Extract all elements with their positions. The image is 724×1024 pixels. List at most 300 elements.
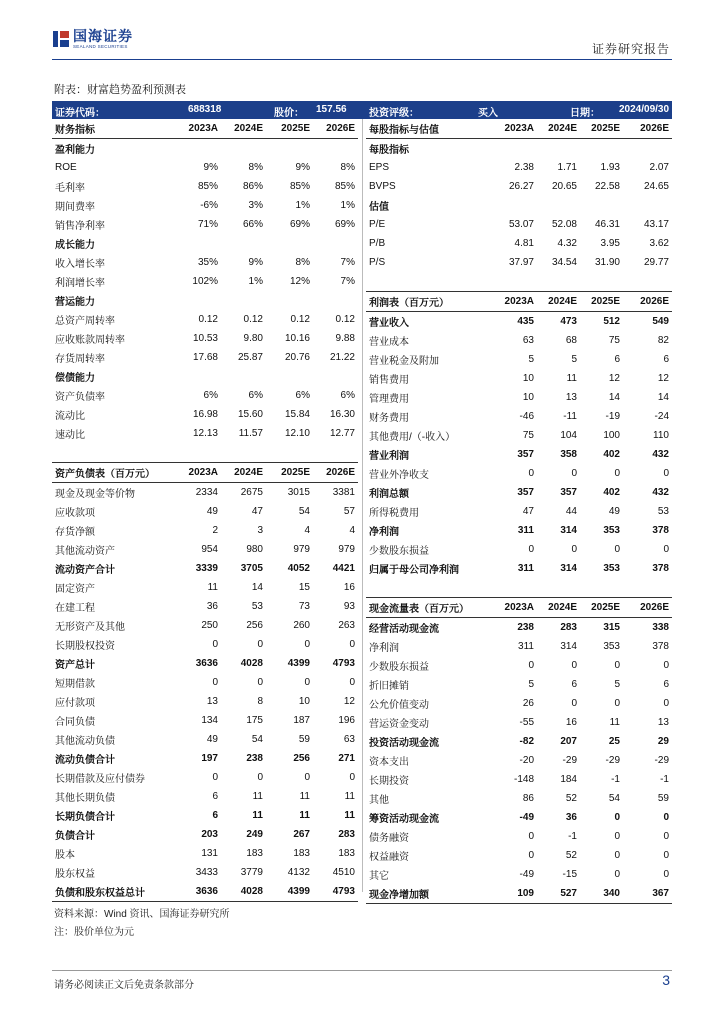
row-value: 26 xyxy=(522,698,534,709)
row-value: 184 xyxy=(560,774,577,785)
row-value: 6% xyxy=(295,390,310,401)
row-value: 11.57 xyxy=(238,428,263,439)
table-row xyxy=(52,730,358,749)
row-label: 财务费用 xyxy=(369,413,409,424)
row-label: 归属于母公司净利润 xyxy=(369,565,459,576)
row-label: 营运能力 xyxy=(55,297,95,308)
row-label: 流动比 xyxy=(55,411,85,422)
table-row xyxy=(52,119,358,139)
row-value: 8% xyxy=(295,257,310,268)
row-value: 3433 xyxy=(195,867,218,878)
row-value: 75 xyxy=(522,430,534,441)
row-label: P/S xyxy=(369,257,386,268)
page-number: 3 xyxy=(662,972,670,988)
row-value: 4399 xyxy=(287,886,310,897)
row-value: 357 xyxy=(517,449,534,460)
table-row xyxy=(52,521,358,540)
row-label: 毛利率 xyxy=(55,183,85,194)
row-value: 134 xyxy=(201,715,218,726)
row-label: 净利润 xyxy=(369,643,399,654)
row-label: BVPS xyxy=(369,181,396,192)
row-value: -29 xyxy=(562,755,577,766)
row-value: 54 xyxy=(251,734,263,745)
table-row xyxy=(52,635,358,654)
row-value: 0 xyxy=(528,831,534,842)
row-value: 2024E xyxy=(234,467,263,478)
row-label: 每股指标与估值 xyxy=(369,125,439,136)
row-value: 0 xyxy=(304,772,310,783)
row-label: 少数股东损益 xyxy=(369,546,429,557)
row-value: 49 xyxy=(206,506,218,517)
row-value: 353 xyxy=(603,563,620,574)
row-value: 0 xyxy=(614,850,620,861)
table-row xyxy=(366,865,672,884)
row-value: -29 xyxy=(605,755,620,766)
table-row xyxy=(366,694,672,713)
row-value: 11 xyxy=(252,810,263,821)
row-value: 4 xyxy=(349,525,355,536)
table-row xyxy=(52,768,358,787)
row-value: 0 xyxy=(571,660,577,671)
row-value: 6 xyxy=(663,354,669,365)
row-label: 偿债能力 xyxy=(55,373,95,384)
row-label: 长期投资 xyxy=(369,776,409,787)
row-value: -55 xyxy=(519,717,534,728)
row-value: 980 xyxy=(246,544,263,555)
row-value: 0 xyxy=(212,677,218,688)
row-value: 256 xyxy=(293,753,310,764)
table-row xyxy=(366,234,672,253)
row-value: 10 xyxy=(298,696,310,707)
row-value: 8 xyxy=(257,696,263,707)
row-value: 11 xyxy=(252,791,263,802)
row-value: 1% xyxy=(295,200,310,211)
company-logo xyxy=(53,29,133,50)
row-label: 无形资产及其他 xyxy=(55,622,125,633)
row-value: 979 xyxy=(293,544,310,555)
price-unit-note: 注：股价单位为元 xyxy=(54,927,134,938)
row-value: 36 xyxy=(565,812,577,823)
row-label: 其他 xyxy=(369,795,389,806)
row-value: 54 xyxy=(608,793,620,804)
row-value: 0 xyxy=(663,831,669,842)
row-value: 3779 xyxy=(240,867,263,878)
table-row xyxy=(52,424,358,443)
row-value: -29 xyxy=(654,755,669,766)
row-value: 16.30 xyxy=(329,409,355,420)
table-row xyxy=(366,331,672,350)
row-label: 资产负债率 xyxy=(55,392,105,403)
row-value: -46 xyxy=(519,411,534,422)
row-label: 固定资产 xyxy=(55,584,95,595)
table-row xyxy=(366,713,672,732)
header-divider xyxy=(52,59,672,60)
source-note: 资料来源：Wind 资讯、国海证券研究所 xyxy=(54,909,230,920)
table-row xyxy=(52,502,358,521)
row-value: 340 xyxy=(603,888,620,899)
row-value: 2026E xyxy=(640,602,669,613)
row-value: 196 xyxy=(338,715,355,726)
row-value: 0 xyxy=(663,660,669,671)
row-value: 357 xyxy=(517,487,534,498)
row-value: 5 xyxy=(528,679,534,690)
row-value: 100 xyxy=(603,430,620,441)
row-value: 0 xyxy=(304,639,310,650)
row-label: 筹资活动现金流 xyxy=(369,814,439,825)
row-value: -19 xyxy=(605,411,620,422)
row-value: 5 xyxy=(614,679,620,690)
row-value: 9% xyxy=(203,162,218,173)
row-value: 86 xyxy=(522,793,534,804)
row-value: 4399 xyxy=(287,658,310,669)
row-value: 53 xyxy=(657,506,669,517)
table-row xyxy=(366,196,672,215)
row-value: 15 xyxy=(298,582,310,593)
row-value: 2024E xyxy=(548,123,577,134)
row-value: 1% xyxy=(248,276,263,287)
row-value: 20.65 xyxy=(551,181,577,192)
row-value: 12.77 xyxy=(329,428,355,439)
table-row xyxy=(366,407,672,426)
table-row xyxy=(366,732,672,751)
row-value: 314 xyxy=(560,641,577,652)
price-label: 股价： xyxy=(274,108,304,119)
table-row xyxy=(366,369,672,388)
row-value: 0 xyxy=(528,544,534,555)
row-value: 46.31 xyxy=(594,219,620,230)
price-value: 157.56 xyxy=(316,104,347,115)
row-label: 营业成本 xyxy=(369,337,409,348)
row-value: -11 xyxy=(563,411,577,422)
row-value: 63 xyxy=(522,335,534,346)
table-row xyxy=(366,312,672,331)
row-value: 3% xyxy=(248,200,263,211)
table-row xyxy=(52,578,358,597)
table-row xyxy=(366,119,672,139)
row-value: 85% xyxy=(197,181,218,192)
row-value: 9% xyxy=(248,257,263,268)
row-value: 8% xyxy=(248,162,263,173)
row-value: 52 xyxy=(565,793,577,804)
row-value: 0 xyxy=(571,468,577,479)
row-value: 0 xyxy=(528,850,534,861)
row-value: 12% xyxy=(289,276,310,287)
row-value: 2023A xyxy=(188,467,218,478)
row-value: 256 xyxy=(246,620,263,631)
row-value: 15.84 xyxy=(284,409,310,420)
row-value: 183 xyxy=(338,848,355,859)
row-value: 5 xyxy=(571,354,577,365)
row-label: 管理费用 xyxy=(369,394,409,405)
row-value: -1 xyxy=(611,774,620,785)
row-value: 0 xyxy=(614,698,620,709)
row-value: 353 xyxy=(603,641,620,652)
row-label: 其他流动资产 xyxy=(55,546,115,557)
row-value: 2024E xyxy=(548,296,577,307)
row-value: 283 xyxy=(338,829,355,840)
row-value: 0 xyxy=(614,660,620,671)
row-label: 营业利润 xyxy=(369,451,409,462)
row-value: 104 xyxy=(560,430,577,441)
row-label: 速动比 xyxy=(55,430,85,441)
row-value: -6% xyxy=(200,200,218,211)
row-value: 402 xyxy=(603,449,620,460)
table-row xyxy=(52,177,358,196)
row-value: -1 xyxy=(568,831,577,842)
row-value: 263 xyxy=(338,620,355,631)
row-value: 25 xyxy=(608,736,620,747)
row-value: 71% xyxy=(197,219,218,230)
table-row xyxy=(52,462,358,483)
row-label: 长期负债合计 xyxy=(55,812,115,823)
row-label: 负债合计 xyxy=(55,831,95,842)
row-value: 12 xyxy=(343,696,355,707)
row-label: 股东权益 xyxy=(55,869,95,880)
row-value: 16 xyxy=(565,717,577,728)
table-row xyxy=(366,559,672,578)
row-label: ROE xyxy=(55,162,77,173)
row-value: 10 xyxy=(522,373,534,384)
table-row xyxy=(52,711,358,730)
date-value: 2024/09/30 xyxy=(619,104,670,115)
row-value: 1.71 xyxy=(557,162,577,173)
row-value: 25.87 xyxy=(237,352,263,363)
row-value: 31.90 xyxy=(594,257,620,268)
row-label: 资产总计 xyxy=(55,660,95,671)
table-row xyxy=(366,388,672,407)
row-value: 3.95 xyxy=(600,238,620,249)
row-value: 69% xyxy=(289,219,310,230)
table-row xyxy=(366,215,672,234)
date-label: 日期： xyxy=(570,108,600,119)
row-value: 549 xyxy=(652,316,669,327)
row-value: 435 xyxy=(517,316,534,327)
row-value: 9.88 xyxy=(335,333,355,344)
row-value: 4028 xyxy=(240,886,263,897)
table-row xyxy=(52,272,358,291)
row-value: 3636 xyxy=(195,658,218,669)
table-row xyxy=(366,618,672,637)
row-value: 24.65 xyxy=(643,181,669,192)
row-label: 营业税金及附加 xyxy=(369,356,439,367)
row-label: 其他流动负债 xyxy=(55,736,115,747)
row-value: 238 xyxy=(246,753,263,764)
row-value: 1% xyxy=(340,200,355,211)
row-value: 5 xyxy=(528,354,534,365)
row-value: 0 xyxy=(212,639,218,650)
row-value: 0 xyxy=(663,698,669,709)
table-row xyxy=(366,272,672,291)
row-value: 0 xyxy=(571,698,577,709)
row-value: 2.07 xyxy=(649,162,669,173)
row-label: 财务指标 xyxy=(55,125,95,136)
row-label: 少数股东损益 xyxy=(369,662,429,673)
row-value: 954 xyxy=(201,544,218,555)
table-row xyxy=(366,540,672,559)
table-row xyxy=(366,597,672,618)
row-value: 34.54 xyxy=(551,257,577,268)
row-value: 3 xyxy=(257,525,263,536)
row-value: 183 xyxy=(246,848,263,859)
row-value: 0.12 xyxy=(290,314,310,325)
table-row xyxy=(52,234,358,253)
table-row xyxy=(366,578,672,597)
row-value: 59 xyxy=(657,793,669,804)
row-label: 流动负债合计 xyxy=(55,755,115,766)
code-label: 证券代码： xyxy=(55,108,105,119)
row-value: 16 xyxy=(343,582,355,593)
left-financial-table xyxy=(52,119,358,902)
row-value: 2026E xyxy=(640,123,669,134)
row-value: 13 xyxy=(565,392,577,403)
row-value: 238 xyxy=(517,622,534,633)
row-label: 长期借款及应付债券 xyxy=(55,774,145,785)
row-value: 0 xyxy=(257,772,263,783)
row-label: 在建工程 xyxy=(55,603,95,614)
table-row xyxy=(52,844,358,863)
row-value: 527 xyxy=(560,888,577,899)
row-value: 338 xyxy=(652,622,669,633)
row-value: 47 xyxy=(522,506,534,517)
table-row xyxy=(366,884,672,904)
row-value: 10.16 xyxy=(284,333,310,344)
row-value: -82 xyxy=(519,736,534,747)
table-row xyxy=(366,350,672,369)
row-label: 营运资金变动 xyxy=(369,719,429,730)
row-value: 4.81 xyxy=(514,238,534,249)
table-row xyxy=(366,483,672,502)
row-label: 现金及现金等价物 xyxy=(55,489,135,500)
row-value: 4028 xyxy=(240,658,263,669)
table-row xyxy=(52,692,358,711)
row-value: 0 xyxy=(304,677,310,688)
table-row xyxy=(52,348,358,367)
row-value: 6 xyxy=(571,679,577,690)
table-row xyxy=(52,825,358,844)
row-value: 16.98 xyxy=(192,409,218,420)
row-label: 总资产周转率 xyxy=(55,316,115,327)
row-label: 短期借款 xyxy=(55,679,95,690)
row-value: 267 xyxy=(293,829,310,840)
row-value: 93 xyxy=(343,601,355,612)
table-row xyxy=(366,158,672,177)
table-row xyxy=(52,329,358,348)
row-value: 9% xyxy=(295,162,310,173)
row-value: 20.76 xyxy=(284,352,310,363)
row-value: 3705 xyxy=(240,563,263,574)
logo-en-text: SEALAND SECURITIES xyxy=(73,44,128,49)
row-value: 6 xyxy=(212,810,218,821)
row-value: 69% xyxy=(334,219,355,230)
row-value: 1.93 xyxy=(600,162,620,173)
row-value: 0 xyxy=(212,772,218,783)
table-row xyxy=(366,827,672,846)
table-row xyxy=(366,675,672,694)
row-value: 12 xyxy=(608,373,620,384)
row-value: 2026E xyxy=(326,467,355,478)
row-value: -24 xyxy=(654,411,669,422)
row-value: 12.10 xyxy=(284,428,310,439)
row-label: 利润总额 xyxy=(369,489,409,500)
row-value: 6 xyxy=(614,354,620,365)
table-row xyxy=(52,597,358,616)
row-value: 43.17 xyxy=(643,219,669,230)
table-row xyxy=(366,253,672,272)
row-value: 2675 xyxy=(240,487,263,498)
row-value: 15.60 xyxy=(237,409,263,420)
table-row xyxy=(366,656,672,675)
row-value: 207 xyxy=(560,736,577,747)
row-value: 7% xyxy=(340,257,355,268)
table-row xyxy=(52,158,358,177)
row-value: -49 xyxy=(519,812,534,823)
row-value: 29 xyxy=(657,736,669,747)
row-value: 11 xyxy=(344,810,355,821)
row-value: 131 xyxy=(201,848,218,859)
row-value: 7% xyxy=(340,276,355,287)
row-label: 利润增长率 xyxy=(55,278,105,289)
table-row xyxy=(52,386,358,405)
row-value: 6 xyxy=(663,679,669,690)
row-value: 203 xyxy=(201,829,218,840)
row-value: 2023A xyxy=(504,602,534,613)
table-row xyxy=(52,405,358,424)
row-value: 0 xyxy=(663,544,669,555)
row-value: 250 xyxy=(201,620,218,631)
row-value: 9.80 xyxy=(243,333,263,344)
row-value: 57 xyxy=(343,506,355,517)
row-value: 260 xyxy=(293,620,310,631)
row-label: 收入增长率 xyxy=(55,259,105,270)
table-row xyxy=(366,789,672,808)
row-label: 债务融资 xyxy=(369,833,409,844)
table-row xyxy=(52,310,358,329)
table-row xyxy=(52,139,358,158)
row-value: 0 xyxy=(349,639,355,650)
row-value: 47 xyxy=(251,506,263,517)
table-row xyxy=(52,749,358,768)
row-label: EPS xyxy=(369,162,390,173)
row-value: 52.08 xyxy=(551,219,577,230)
row-value: 44 xyxy=(565,506,577,517)
row-value: 0.12 xyxy=(198,314,218,325)
table-row xyxy=(366,751,672,770)
table-row xyxy=(52,540,358,559)
table-row xyxy=(366,464,672,483)
row-label: 成长能力 xyxy=(55,240,95,251)
table-row xyxy=(52,196,358,215)
row-value: 85% xyxy=(289,181,310,192)
table-row xyxy=(52,806,358,825)
row-value: 2026E xyxy=(640,296,669,307)
table-row xyxy=(366,637,672,656)
row-label: 所得税费用 xyxy=(369,508,419,519)
row-value: 314 xyxy=(560,563,577,574)
row-value: 3381 xyxy=(332,487,355,498)
row-value: 249 xyxy=(246,829,263,840)
row-value: 0 xyxy=(614,812,620,823)
footer-disclaimer: 请务必阅读正文后免责条款部分 xyxy=(54,980,194,991)
row-label: 合同负债 xyxy=(55,717,95,728)
table-row xyxy=(52,787,358,806)
row-value: 4.32 xyxy=(557,238,577,249)
row-value: 66% xyxy=(242,219,263,230)
row-value: 6% xyxy=(340,390,355,401)
row-value: 10 xyxy=(522,392,534,403)
row-value: 0.12 xyxy=(335,314,355,325)
row-value: 85% xyxy=(334,181,355,192)
row-value: 68 xyxy=(565,335,577,346)
